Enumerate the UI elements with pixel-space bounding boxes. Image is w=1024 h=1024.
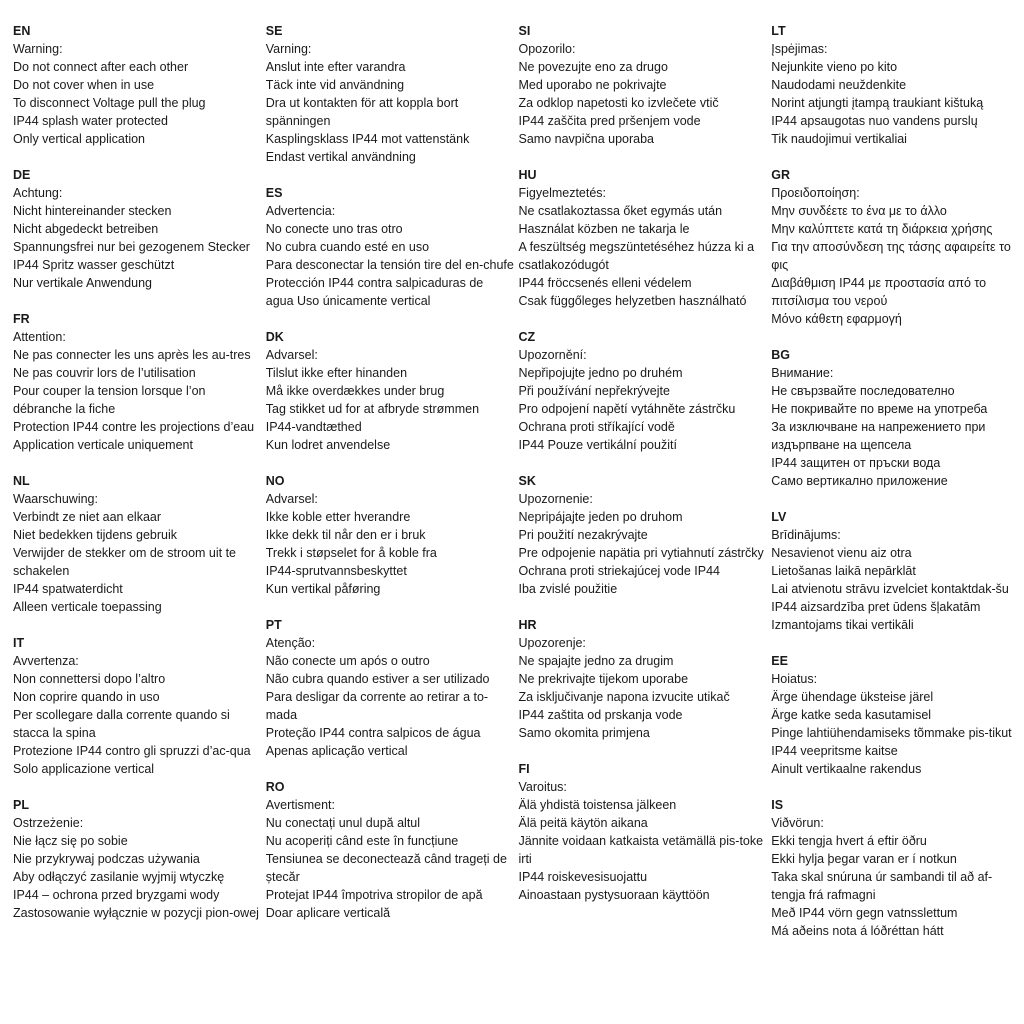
- warning-line: Med uporabo ne pokrivajte: [518, 78, 667, 92]
- language-code: EE: [771, 654, 788, 668]
- warning-line: A feszültség megszüntetéséhez húzza ki a csatlakozódugót: [518, 240, 755, 272]
- warning-line: Při používání nepřekrývejte: [518, 384, 670, 398]
- warning-line: Izmantojams tikai vertikāli: [771, 618, 914, 632]
- language-section-lv: [771, 508, 1016, 634]
- language-code: LT: [771, 24, 786, 38]
- language-code: IS: [771, 798, 784, 812]
- warning-line: IP44 aizsardzība pret ūdens šļakatām: [771, 600, 981, 614]
- warning-line: Nicht hintereinander stecken: [13, 204, 172, 218]
- warning-line: Anslut inte efter varandra: [265, 60, 406, 74]
- language-column-3: [519, 22, 772, 1024]
- language-section-it: [13, 634, 262, 778]
- warning-line: Dra ut kontakten för att koppla bort spänningen: [265, 96, 459, 128]
- warning-line: Ne pas connecter les uns après les au-tres: [13, 348, 251, 362]
- warning-line: Protección IP44 contra salpicaduras de agua Uso únicamente vertical: [265, 276, 484, 308]
- language-code: GR: [771, 168, 790, 182]
- warning-line: Не покривайте по време на употреба: [771, 402, 988, 416]
- warning-line: Zastosowanie wyłącznie w pozycji pion-owej: [13, 906, 259, 920]
- warning-heading: Figyelmeztetés:: [518, 186, 607, 200]
- warning-line: Lai atvienotu strāvu izvelciet kontaktdak-šu: [771, 582, 1009, 596]
- warning-heading: Ostrzeżenie:: [13, 816, 84, 830]
- language-section-no: [266, 472, 515, 598]
- warning-heading: Varoitus:: [518, 780, 567, 794]
- warning-line: Verbindt ze niet aan elkaar: [13, 510, 162, 524]
- warning-heading: Waarschuwing:: [13, 492, 98, 506]
- warning-line: Kun vertikal påføring: [265, 582, 381, 596]
- warning-line: Pinge lahtiühendamiseks tõmmake pis-tikut: [771, 726, 1012, 740]
- warning-line: Pri použití nezakrývajte: [518, 528, 648, 542]
- warning-line: IP44 Spritz wasser geschützt: [13, 258, 175, 272]
- warning-line: Lietošanas laikā nepārklāt: [771, 564, 916, 578]
- warning-line: Tag stikket ud for at afbryde strømmen: [265, 402, 480, 416]
- warning-line: Nejunkite vieno po kito: [771, 60, 898, 74]
- warning-line: Csak függőleges helyzetben használható: [518, 294, 747, 308]
- warning-line: Endast vertikal användning: [265, 150, 416, 164]
- warning-line: Application verticale uniquement: [13, 438, 193, 452]
- warning-line: Tensiunea se deconectează când trageți de ștecăr: [265, 852, 507, 884]
- language-section-lt: [771, 22, 1016, 148]
- language-section-se: [266, 22, 515, 166]
- language-section-hr: [519, 616, 768, 742]
- language-code: HU: [518, 168, 537, 182]
- warning-heading: Attention:: [13, 330, 66, 344]
- warning-heading: Внимание:: [771, 366, 834, 380]
- warning-line: Μόνο κάθετη εφαρμογή: [771, 312, 902, 326]
- language-code: SE: [265, 24, 283, 38]
- language-section-gr: [771, 166, 1016, 328]
- language-code: SI: [518, 24, 531, 38]
- language-section-pt: [266, 616, 515, 760]
- warning-line: To disconnect Voltage pull the plug: [13, 96, 206, 110]
- warning-line: Ainult vertikaalne rakendus: [771, 762, 922, 776]
- language-code: HR: [518, 618, 537, 632]
- warning-line: Trekk i støpselet for å koble fra: [265, 546, 437, 560]
- warning-heading: Advertencia:: [265, 204, 336, 218]
- warning-line: Solo applicazione vertical: [13, 762, 155, 776]
- language-code: PT: [265, 618, 282, 632]
- warning-line: Ochrana proti striekajúcej vode IP44: [518, 564, 720, 578]
- warning-line: Samo okomita primjena: [518, 726, 650, 740]
- language-section-cz: [519, 328, 768, 454]
- language-section-bg: [771, 346, 1016, 490]
- warning-line: Ochrana proti stříkající vodě: [518, 420, 675, 434]
- language-code: CZ: [518, 330, 536, 344]
- warning-line: Nepřipojujte jedno po druhém: [518, 366, 683, 380]
- warning-line: Μην συνδέετε το ένα με το άλλο: [771, 204, 947, 218]
- warning-line: Nur vertikale Anwendung: [13, 276, 152, 290]
- language-section-pl: [13, 796, 262, 922]
- language-section-is: [771, 796, 1016, 940]
- warning-line: Alleen verticale toepassing: [13, 600, 162, 614]
- warning-line: IP44 apsaugotas nuo vandens purslų: [771, 114, 978, 128]
- warning-line: Ne pas couvrir lors de l’utilisation: [13, 366, 196, 380]
- warning-line: Само вертикално приложение: [771, 474, 948, 488]
- language-column-1: [13, 22, 266, 1024]
- warning-heading: Achtung:: [13, 186, 63, 200]
- warning-line: Ainoastaan pystysuoraan käyttöön: [518, 888, 710, 902]
- warning-heading: Advarsel:: [265, 348, 318, 362]
- warning-heading: Įspėjimas:: [771, 42, 828, 56]
- warning-line: Non connettersi dopo l’altro: [13, 672, 166, 686]
- language-section-hu: [519, 166, 768, 310]
- language-section-dk: [266, 328, 515, 454]
- warning-line: Μην καλύπτετε κατά τη διάρκεια χρήσης: [771, 222, 993, 236]
- language-section-es: [266, 184, 515, 310]
- warning-line: Do not cover when in use: [13, 78, 155, 92]
- warning-line: Használat közben ne takarja le: [518, 222, 690, 236]
- language-section-sk: [519, 472, 768, 598]
- language-section-de: [13, 166, 262, 292]
- warning-line: IP44-sprutvannsbeskyttet: [265, 564, 407, 578]
- language-code: RO: [265, 780, 285, 794]
- warning-line: Tilslut ikke efter hinanden: [265, 366, 408, 380]
- warning-line: Nu conectați unul după altul: [265, 816, 421, 830]
- warning-line: Niet bedekken tijdens gebruik: [13, 528, 177, 542]
- warning-line: Nesavienot vienu aiz otra: [771, 546, 912, 560]
- warning-line: Ne prekrivajte tijekom uporabe: [518, 672, 689, 686]
- language-section-fr: [13, 310, 262, 454]
- warning-line: IP44 roiskevesisuojattu: [518, 870, 648, 884]
- warning-line: Ärge ühendage üksteise järel: [771, 690, 934, 704]
- warning-line: За изключване на напрежението при издърпване на щепсела: [771, 420, 986, 452]
- warning-heading: Advarsel:: [265, 492, 318, 506]
- warning-line: Protejat IP44 împotriva stropilor de apă: [265, 888, 483, 902]
- warning-line: Protection IP44 contre les projections d’eau: [13, 420, 255, 434]
- language-column-2: [266, 22, 519, 1024]
- warning-line: Nicht abgedeckt betreiben: [13, 222, 159, 236]
- warning-heading: Opozorilo:: [518, 42, 576, 56]
- warning-line: Para desconectar la tensión tire del en-chufe: [265, 258, 514, 272]
- warning-line: Spannungsfrei nur bei gezogenem Stecker: [13, 240, 250, 254]
- language-code: EN: [13, 24, 31, 38]
- warning-line: Jännite voidaan katkaista vetämällä pis-toke irti: [518, 834, 764, 866]
- language-code: SK: [518, 474, 536, 488]
- warning-line: Kun lodret anvendelse: [265, 438, 391, 452]
- warning-line: Má aðeins nota á lóðréttan hátt: [771, 924, 944, 938]
- warning-line: Með IP44 vörn gegn vatnsslettum: [771, 906, 958, 920]
- warning-line: Не свързвайте последователно: [771, 384, 955, 398]
- warning-line: IP44 zaščita pred pršenjem vode: [518, 114, 701, 128]
- warning-line: Ikke koble etter hverandre: [265, 510, 411, 524]
- warning-line: Only vertical application: [13, 132, 146, 146]
- language-section-ro: [266, 778, 515, 922]
- warning-heading: Varning:: [265, 42, 312, 56]
- warning-line: IP44 spatwaterdicht: [13, 582, 123, 596]
- warning-line: Nu acoperiți când este în funcțiune: [265, 834, 459, 848]
- warning-line: Apenas aplicação vertical: [265, 744, 408, 758]
- warning-line: Não cubra quando estiver a ser utilizado: [265, 672, 490, 686]
- warning-heading: Avertisment:: [265, 798, 335, 812]
- warning-line: Non coprire quando in uso: [13, 690, 160, 704]
- warning-line: Διαβάθμιση IP44 με προστασία από το πιτσίλισμα του νερού: [771, 276, 987, 308]
- warning-line: Doar aplicare verticală: [265, 906, 391, 920]
- language-section-en: [13, 22, 262, 148]
- warning-line: Kasplingsklass IP44 mot vattenstänk: [265, 132, 470, 146]
- language-code: NL: [13, 474, 30, 488]
- warning-line: Norint atjungti įtampą traukiant kištuką: [771, 96, 984, 110]
- warning-line: Älä yhdistä toistensa jälkeen: [518, 798, 677, 812]
- language-section-si: [519, 22, 768, 148]
- warning-line: Protezione IP44 contro gli spruzzi d’ac-qua: [13, 744, 251, 758]
- warning-heading: Hoiatus:: [771, 672, 818, 686]
- warning-line: Naudodami neuždenkite: [771, 78, 907, 92]
- warning-heading: Atenção:: [265, 636, 316, 650]
- warning-line: No conecte uno tras otro: [265, 222, 403, 236]
- warning-line: Pour couper la tension lorsque l’on débranche la fiche: [13, 384, 206, 416]
- warning-line: Ekki tengja hvert á eftir öðru: [771, 834, 927, 848]
- warning-line: Ärge katke seda kasutamisel: [771, 708, 932, 722]
- warning-heading: Viðvörun:: [771, 816, 824, 830]
- warning-heading: Avvertenza:: [13, 654, 79, 668]
- warning-line: Za odklop napetosti ko izvlečete vtič: [518, 96, 719, 110]
- warning-line: Pre odpojenie napätia pri vytiahnutí zástrčky: [518, 546, 764, 560]
- warning-line: Para desligar da corrente ao retirar a to-mada: [265, 690, 489, 722]
- language-section-fi: [519, 760, 768, 904]
- language-code: FI: [518, 762, 530, 776]
- warning-line: Ne csatlakoztassa őket egymás után: [518, 204, 723, 218]
- language-section-nl: [13, 472, 262, 616]
- language-code: DK: [265, 330, 284, 344]
- language-code: IT: [13, 636, 25, 650]
- warning-line: Aby odłączyć zasilanie wyjmij wtyczkę: [13, 870, 225, 884]
- warning-line: Για την αποσύνδεση της τάσης αφαιρείτε το φις: [771, 240, 1011, 272]
- warning-line: Må ikke overdækkes under brug: [265, 384, 445, 398]
- language-code: NO: [265, 474, 285, 488]
- warning-line: Ne povezujte eno za drugo: [518, 60, 668, 74]
- warning-heading: Upozornenie:: [518, 492, 593, 506]
- warning-line: Proteção IP44 contra salpicos de água: [265, 726, 481, 740]
- language-code: DE: [13, 168, 31, 182]
- warning-line: IP44 Pouze vertikální použití: [518, 438, 677, 452]
- warning-line: No cubra cuando esté en uso: [265, 240, 430, 254]
- warning-heading: Προειδοποίηση:: [771, 186, 860, 200]
- language-column-4: [771, 22, 1016, 1024]
- warning-line: Nepripájajte jeden po druhom: [518, 510, 683, 524]
- warning-line: Per scollegare dalla corrente quando si stacca la spina: [13, 708, 230, 740]
- warning-heading: Brīdinājums:: [771, 528, 841, 542]
- warning-line: Ikke dekk til når den er i bruk: [265, 528, 426, 542]
- warning-line: IP44 veepritsme kaitse: [771, 744, 898, 758]
- warning-line: IP44 splash water protected: [13, 114, 168, 128]
- warning-line: Pro odpojení napětí vytáhněte zástrčku: [518, 402, 736, 416]
- warning-heading: Warning:: [13, 42, 63, 56]
- warning-line: Verwijder de stekker om de stroom uit te schakelen: [13, 546, 237, 578]
- warning-line: Ne spajajte jedno za drugim: [518, 654, 674, 668]
- language-code: PL: [13, 798, 29, 812]
- warning-line: IP44 защитен от пръски вода: [771, 456, 941, 470]
- warning-line: Älä peitä käytön aikana: [518, 816, 648, 830]
- warning-line: IP44 – ochrona przed bryzgami wody: [13, 888, 220, 902]
- warning-line: Iba zvislé použitie: [518, 582, 618, 596]
- warning-line: IP44 zaštita od prskanja vode: [518, 708, 683, 722]
- language-section-ee: [771, 652, 1016, 778]
- warning-line: Täck inte vid användning: [265, 78, 405, 92]
- warning-line: Ekki hylja þegar varan er í notkun: [771, 852, 957, 866]
- warning-line: Nie łącz się po sobie: [13, 834, 128, 848]
- warning-line: IP44 fröccsenés elleni védelem: [518, 276, 692, 290]
- language-code: LV: [771, 510, 787, 524]
- warning-line: Nie przykrywaj podczas używania: [13, 852, 200, 866]
- warning-line: Samo navpična uporaba: [518, 132, 655, 146]
- warning-line: Do not connect after each other: [13, 60, 189, 74]
- warning-line: Za isključivanje napona izvucite utikač: [518, 690, 730, 704]
- language-code: ES: [265, 186, 283, 200]
- warning-line: IP44-vandtæthed: [265, 420, 362, 434]
- language-code: BG: [771, 348, 790, 362]
- warning-line: Taka skal snúruna úr sambandi til að af-tengja frá rafmagni: [771, 870, 993, 902]
- language-code: FR: [13, 312, 30, 326]
- warning-heading: Upozornění:: [518, 348, 587, 362]
- warning-line: Não conecte um após o outro: [265, 654, 430, 668]
- warning-heading: Upozorenje:: [518, 636, 586, 650]
- warning-line: Tik naudojimui vertikaliai: [771, 132, 907, 146]
